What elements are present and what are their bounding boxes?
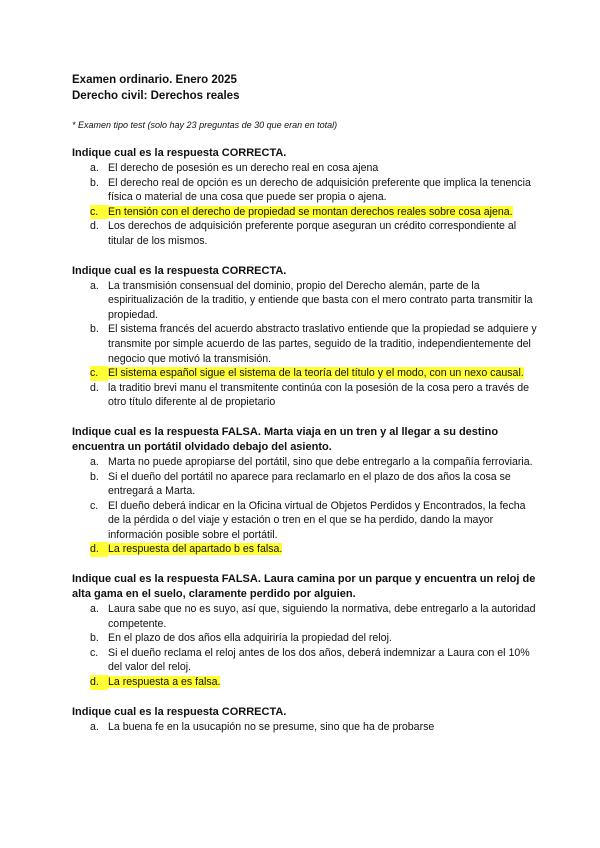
option-a [90,161,540,176]
option-text-highlighted: La respuesta del apartado b es falsa. [108,543,283,556]
question-prompt: Indique cual es la respuesta CORRECTA. [72,264,287,277]
option-letter: d. [90,220,99,233]
exam-note: * Examen tipo test (solo hay 23 preguntas de 30 que eran en total) [72,120,338,130]
option-letter: a. [90,720,99,733]
option-letter: b. [90,632,99,645]
option-letter: a. [90,603,99,616]
option-text: El dueño deberá indicar en la Oficina virtual de Objetos Perdidos y Encontrados, la fecha de la pérdida o del viaje y estación o tren en el que se ha perdido, dando la mayor información posible sobre el portátil. [108,499,526,541]
option-text: Si el dueño del portátil no aparece para reclamarlo en el plazo de dos años la cosa se entregará a Marta. [108,470,511,498]
option-a [90,720,540,735]
question-prompt: Indique cual es la respuesta CORRECTA. [72,147,287,159]
option-letter: d. [90,675,108,690]
option-a [90,602,540,631]
option-text-highlighted: El sistema español sigue el sistema de la teoría del título y el modo, con un nexo causal. [108,367,524,380]
option-b [90,176,540,205]
option-c [90,646,540,675]
option-a [90,455,540,470]
option-letter: a. [90,162,99,174]
question-3 [72,425,540,557]
option-text: La buena fe en la usucapión no se presume, sino que ha de probarse [108,720,435,733]
exam-title: Examen ordinario. Enero 2025 [72,74,237,86]
option-text: la traditio brevi manu el transmitente continúa con la posesión de la cosa pero a través de otro título diferente al de propietario [108,381,530,409]
option-text: Los derechos de adquisición preferente porque aseguran un crédito correspondiente al titular de los mismos. [108,220,517,247]
option-letter: a. [90,455,99,468]
option-text-highlighted: En tensión con el derecho de propiedad se montan derechos reales sobre cosa ajena. [108,205,513,218]
option-b [90,470,540,499]
course-title: Derecho civil: Derechos reales [72,90,240,102]
option-c [90,499,540,543]
option-letter: d. [90,381,99,394]
option-d [90,381,540,410]
question-prompt: Indique cual es la respuesta FALSA. Laura camina por un parque y encuentra un reloj de alta gama en el suelo, claramente perdido por alguien. [72,573,536,601]
question-prompt: Indique cual es la respuesta FALSA. Marta viaja en un tren y al llegar a su destino encuentra un portátil olvidado debajo del asiento. [72,425,499,453]
option-text: Si el dueño reclama el reloj antes de los dos años, deberá indemnizar a Laura con el 10% del valor del reloj. [108,646,530,674]
question-prompt: Indique cual es la respuesta CORRECTA. [72,705,287,718]
option-d [90,219,540,248]
option-list [72,455,540,557]
option-text-highlighted: La respuesta a es falsa. [108,676,221,689]
option-text: En el plazo de dos años ella adquiriría la propiedad del reloj. [108,632,392,645]
option-a [90,279,540,323]
option-list [72,279,540,410]
option-letter: b. [90,470,99,483]
option-text: El sistema francés del acuerdo abstracto traslativo entiende que la propiedad se adquiere y transmite por simple acuerdo de las partes, seguido de la traditio, independientemente del negocio que motivó la transmisión. [108,323,537,365]
question-2 [72,264,540,410]
option-letter: c. [90,646,99,659]
option-list [72,161,540,249]
option-letter: c. [90,205,108,220]
option-letter: b. [90,176,99,189]
option-text: Laura sabe que no es suyo, así que, siguiendo la normativa, debe entregarlo a la autoridad competente. [108,603,536,630]
option-letter: a. [90,279,99,292]
option-text: Marta no puede apropiarse del portátil, sino que debe entregarlo a la compañía ferroviaria. [108,455,533,468]
option-list [72,720,540,735]
option-letter: c. [90,366,108,381]
question-5 [72,705,540,735]
option-text: El derecho de posesión es un derecho real en cosa ajena [108,162,379,174]
option-d-highlighted [90,542,540,557]
option-c-highlighted [90,366,540,381]
option-letter: d. [90,542,108,557]
option-text: La transmisión consensual del dominio, propio del Derecho alemán, parte de la espiritualización de la traditio, y entiende que basta con el mero contrato parta transmitir la propiedad. [108,279,533,321]
option-b [90,322,540,366]
option-letter: b. [90,323,99,336]
question-4 [72,572,540,690]
option-letter: c. [90,499,99,512]
option-text: El derecho real de opción es un derecho de adquisición preferente que implica la tenencia física o material de una cosa que puede ser propia o ajena. [108,176,531,204]
option-d-highlighted [90,675,540,690]
option-list [72,602,540,690]
question-1 [72,146,540,249]
option-b [90,631,540,646]
option-c-highlighted [90,205,540,220]
